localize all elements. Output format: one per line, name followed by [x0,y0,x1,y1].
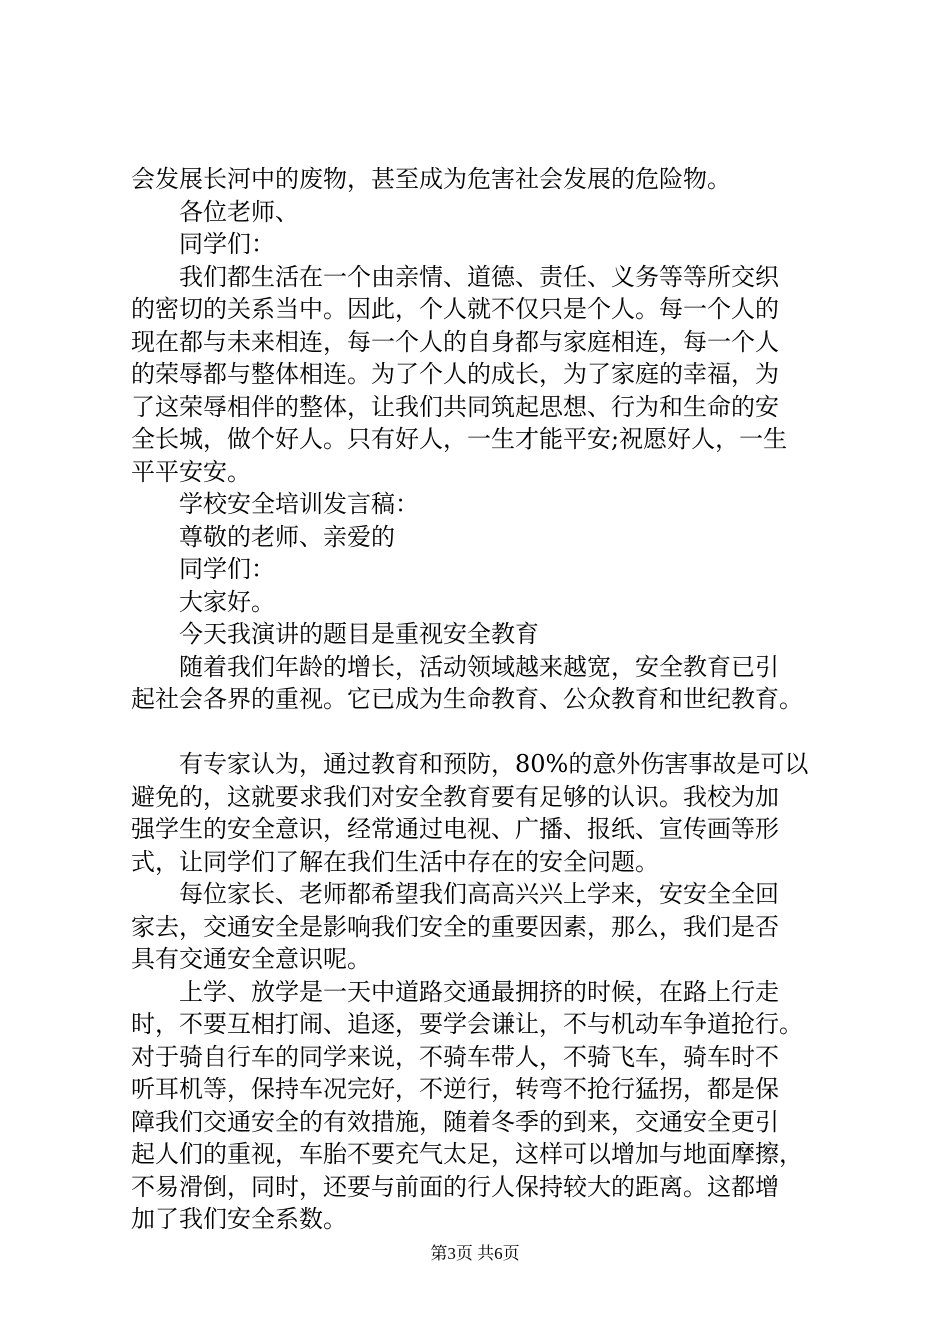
salutation-line: 同学们： [179,555,275,583]
text-line: 强学生的安全意识，经常通过电视、广播、报纸、宣传画等形 [131,815,779,843]
text-line: 听耳机等，保持车况完好，不逆行，转弯不抢行猛拐，都是保 [131,1075,779,1103]
salutation-line: 各位老师、 [179,197,299,226]
text-line: 的荣辱都与整体相连。为了个人的成长，为了家庭的幸福，为 [131,360,779,388]
text-line: 会发展长河中的废物，甚至成为危害社会发展的危险物。 [131,165,731,193]
text-line: 每位家长、老师都希望我们高高兴兴上学来，安安全全回 [179,880,779,908]
salutation-line: 同学们： [179,230,275,258]
text-line: 平平安安。 [131,457,251,486]
document-body [131,163,851,1236]
text-line: 的密切的关系当中。因此，个人就不仅只是个人。每一个人的 [131,295,779,323]
text-line: 有专家认为，通过教育和预防，80%的意外伤害事故是可以 [179,750,809,778]
text-line: 全长城，做个好人。只有好人，一生才能平安;祝愿好人，一生 [131,425,788,453]
text-line: 起人们的重视，车胎不要充气太足，这样可以增加与地面摩擦， [131,1140,803,1168]
text-line: 家去，交通安全是影响我们安全的重要因素，那么，我们是否 [131,912,779,941]
text-line: 不易滑倒，同时，还要与前面的行人保持较大的距离。这都增 [131,1172,779,1201]
text-line: 对于骑自行车的同学来说，不骑车带人，不骑飞车，骑车时不 [131,1042,779,1071]
paragraph-gap [131,716,851,749]
text-line: 时，不要互相打闹、追逐，要学会谦让，不与机动车争道抢行。 [131,1010,803,1038]
text-line: 障我们交通安全的有效措施，随着冬季的到来，交通安全更引 [131,1107,779,1136]
page-number-footer: 第3页 共6页 [430,1244,520,1263]
greeting-line: 大家好。 [179,587,275,616]
text-line: 随着我们年龄的增长，活动领域越来越宽，安全教育已引 [179,652,779,681]
text-line: 了这荣辱相伴的整体，让我们共同筑起思想、行为和生命的安 [131,392,779,421]
text-line: 我们都生活在一个由亲情、道德、责任、义务等等所交织 [179,262,779,291]
text-line: 具有交通安全意识呢。 [131,945,371,973]
text-line: 式，让同学们了解在我们生活中存在的安全问题。 [131,847,659,876]
text-line: 加了我们安全系数。 [131,1205,347,1233]
text-line: 上学、放学是一天中道路交通最拥挤的时候，在路上行走 [179,977,779,1006]
section-heading: 学校安全培训发言稿： [179,490,419,518]
salutation-line: 尊敬的老师、亲爱的 [179,522,395,551]
text-line: 现在都与未来相连，每一个人的自身都与家庭相连，每一个人 [131,327,779,356]
speech-title-line: 今天我演讲的题目是重视安全教育 [179,620,539,648]
text-line: 避免的，这就要求我们对安全教育要有足够的认识。我校为加 [131,782,779,811]
text-line: 起社会各界的重视。它已成为生命教育、公众教育和世纪教育。 [131,685,803,713]
